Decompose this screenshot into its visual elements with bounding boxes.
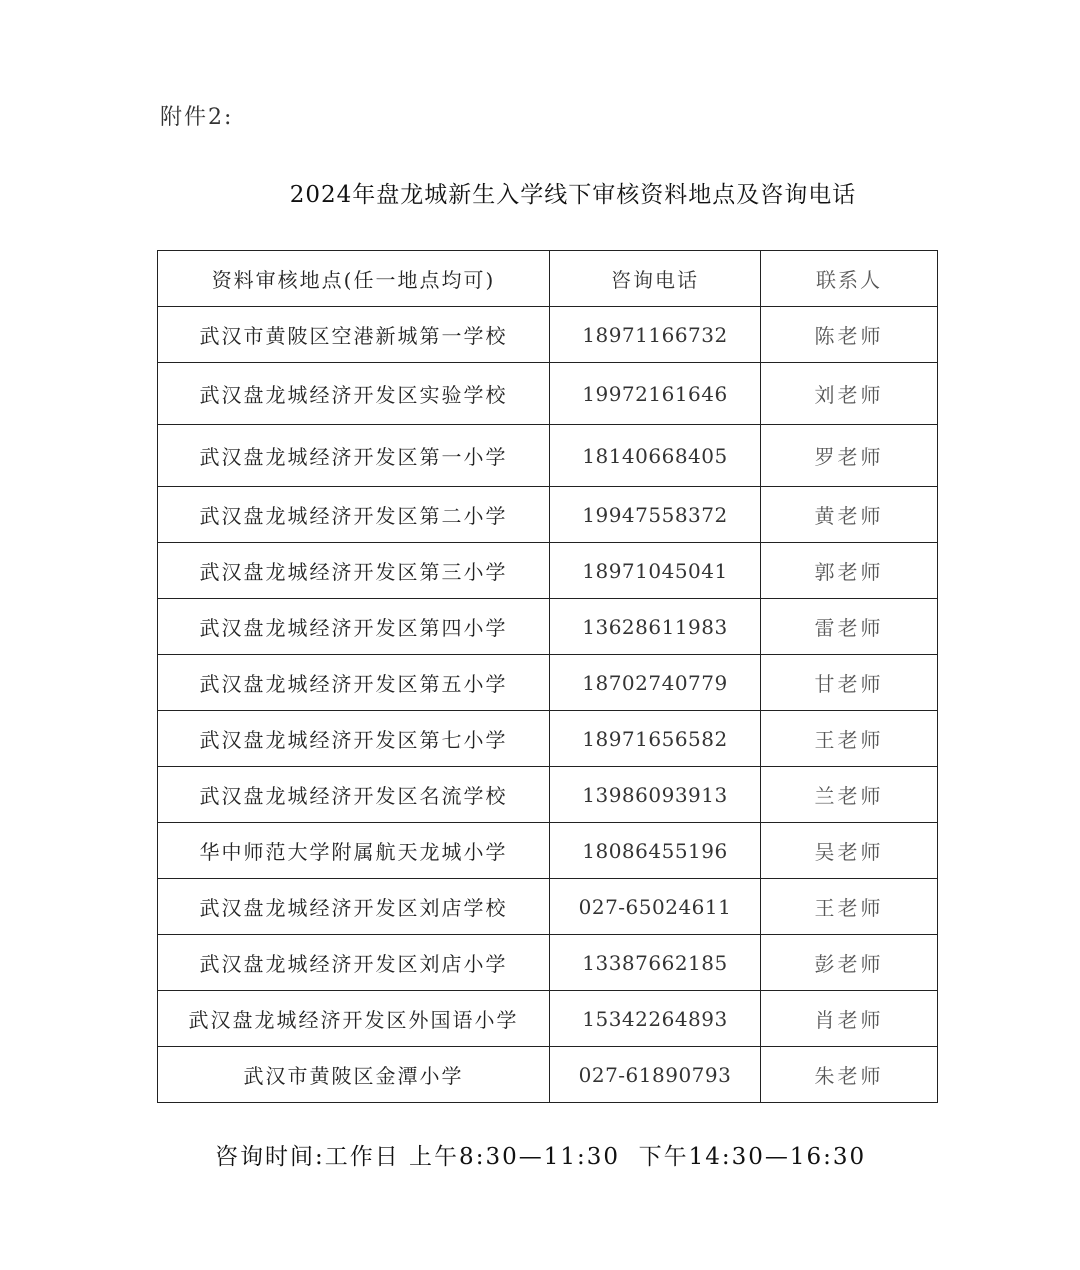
contact-cell: 兰老师 [761,767,938,823]
phone-cell: 13986093913 [550,767,761,823]
table-row [158,363,938,425]
table-body [158,307,938,1103]
table-row [158,599,938,655]
location-cell: 武汉盘龙城经济开发区第一小学 [158,425,550,487]
phone-cell: 18971045041 [550,543,761,599]
contact-cell: 彭老师 [761,935,938,991]
table-row [158,425,938,487]
consultation-hours: 咨询时间:工作日 上午8:30—11:30 下午14:30—16:30 [215,1144,867,1170]
location-cell: 武汉市黄陂区空港新城第一学校 [158,307,550,363]
table-row [158,823,938,879]
location-cell: 华中师范大学附属航天龙城小学 [158,823,550,879]
contact-cell: 刘老师 [761,363,938,425]
phone-cell: 13387662185 [550,935,761,991]
phone-cell: 18971656582 [550,711,761,767]
table-row [158,487,938,543]
table-row [158,711,938,767]
contact-cell: 王老师 [761,711,938,767]
location-cell: 武汉盘龙城经济开发区第三小学 [158,543,550,599]
phone-cell: 19947558372 [550,487,761,543]
contact-cell: 郭老师 [761,543,938,599]
location-cell: 武汉盘龙城经济开发区实验学校 [158,363,550,425]
table-header-row [158,251,938,307]
phone-cell: 18702740779 [550,655,761,711]
table-row [158,1047,938,1103]
header-contact: 联系人 [761,251,938,307]
table-row [158,655,938,711]
phone-cell: 027-61890793 [550,1047,761,1103]
contact-cell: 雷老师 [761,599,938,655]
phone-cell: 18140668405 [550,425,761,487]
location-cell: 武汉盘龙城经济开发区第五小学 [158,655,550,711]
contact-cell: 肖老师 [761,991,938,1047]
contact-cell: 王老师 [761,879,938,935]
location-cell: 武汉盘龙城经济开发区外国语小学 [158,991,550,1047]
location-cell: 武汉盘龙城经济开发区第二小学 [158,487,550,543]
contact-table [157,250,938,1103]
phone-cell: 13628611983 [550,599,761,655]
phone-cell: 15342264893 [550,991,761,1047]
contact-cell: 罗老师 [761,425,938,487]
table-row [158,935,938,991]
location-cell: 武汉盘龙城经济开发区第七小学 [158,711,550,767]
contact-cell: 朱老师 [761,1047,938,1103]
table-row [158,543,938,599]
location-cell: 武汉市黄陂区金潭小学 [158,1047,550,1103]
phone-cell: 027-65024611 [550,879,761,935]
table-row [158,307,938,363]
phone-cell: 18086455196 [550,823,761,879]
header-location: 资料审核地点(任一地点均可) [158,251,550,307]
table-row [158,879,938,935]
contact-cell: 吴老师 [761,823,938,879]
phone-cell: 18971166732 [550,307,761,363]
phone-cell: 19972161646 [550,363,761,425]
contact-cell: 黄老师 [761,487,938,543]
location-cell: 武汉盘龙城经济开发区第四小学 [158,599,550,655]
location-cell: 武汉盘龙城经济开发区名流学校 [158,767,550,823]
location-cell: 武汉盘龙城经济开发区刘店小学 [158,935,550,991]
contact-cell: 甘老师 [761,655,938,711]
location-cell: 武汉盘龙城经济开发区刘店学校 [158,879,550,935]
attachment-label: 附件2: [160,105,234,130]
contact-cell: 陈老师 [761,307,938,363]
document-title: 2024年盘龙城新生入学线下审核资料地点及咨询电话 [289,182,857,208]
table-row [158,991,938,1047]
header-phone: 咨询电话 [550,251,761,307]
table-row [158,767,938,823]
